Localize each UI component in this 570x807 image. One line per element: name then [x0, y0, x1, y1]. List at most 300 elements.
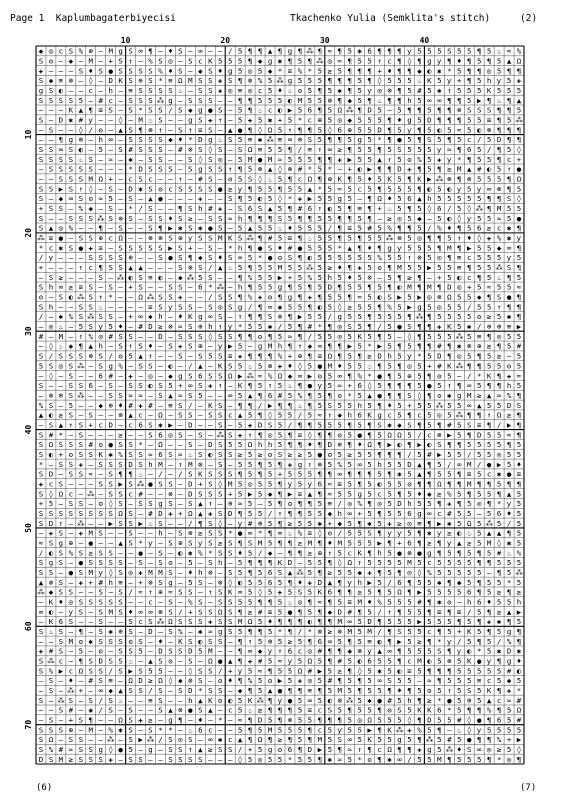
stitch-symbol: M [88, 56, 94, 66]
stitch-symbol: # [317, 646, 323, 656]
stitch-symbol: ⊕ [317, 548, 323, 558]
stitch-symbol: 6 [337, 125, 342, 135]
stitch-symbol: ∞ [208, 735, 213, 745]
stitch-symbol: 5 [387, 76, 392, 86]
stitch-symbol: ¶ [237, 607, 243, 617]
stitch-symbol: ¶ [427, 666, 432, 676]
stitch-symbol: ⊗ [287, 715, 293, 725]
stitch-symbol: S [58, 164, 64, 174]
stitch-symbol: ʘ [168, 656, 173, 666]
stitch-symbol: ◊ [317, 528, 323, 538]
stitch-symbol: 5 [367, 676, 372, 686]
stitch-symbol: g [277, 282, 283, 292]
stitch-symbol: 5 [357, 705, 362, 715]
stitch-symbol: ♨ [377, 95, 382, 105]
stitch-symbol: ¶ [347, 213, 352, 223]
stitch-symbol: ♦ [277, 243, 283, 253]
stitch-symbol: 5 [506, 86, 512, 96]
stitch-symbol: ¶ [237, 636, 243, 646]
stitch-symbol: ¶ [397, 56, 402, 66]
stitch-symbol: S [227, 302, 233, 312]
stitch-symbol: M [427, 282, 432, 292]
stitch-symbol: g [68, 135, 74, 145]
stitch-symbol: S [367, 528, 372, 538]
stitch-symbol: – [148, 528, 153, 538]
stitch-symbol: ¶ [417, 715, 422, 725]
stitch-symbol: # [178, 145, 183, 155]
stitch-symbol: ¶ [287, 685, 293, 695]
stitch-symbol: ¶ [387, 95, 392, 105]
stitch-symbol: 5 [317, 508, 323, 518]
stitch-symbol: 5 [357, 636, 362, 646]
stitch-symbol: * [158, 76, 163, 86]
stitch-symbol: ◎ [417, 233, 422, 243]
stitch-symbol: ✱ [516, 646, 522, 656]
stitch-symbol: ↑ [377, 56, 382, 66]
stitch-symbol: S [198, 145, 203, 155]
stitch-symbol: 5 [516, 617, 522, 627]
stitch-symbol: ¶ [317, 617, 323, 627]
stitch-symbol: – [198, 587, 203, 597]
stitch-symbol: K [427, 76, 432, 86]
stitch-symbol: 5 [277, 381, 283, 391]
stitch-symbol: ⊗ [257, 164, 263, 174]
stitch-symbol: ¶ [437, 105, 442, 115]
stitch-symbol: S [58, 174, 64, 184]
stitch-symbol: ≈ [138, 587, 143, 597]
stitch-symbol: / [188, 361, 193, 371]
stitch-symbol: ʘ [98, 646, 103, 656]
stitch-symbol: 5 [516, 184, 522, 194]
stitch-symbol: ⊕ [118, 626, 123, 636]
stitch-symbol: ◆ [457, 577, 462, 587]
stitch-symbol: ▲ [496, 528, 502, 538]
stitch-symbol: ¶ [437, 282, 442, 292]
stitch-symbol: ≡ [347, 597, 352, 607]
stitch-symbol: ⁂ [435, 174, 444, 184]
stitch-symbol: ↑ [158, 125, 163, 135]
stitch-symbol: c [168, 184, 173, 194]
stitch-symbol: ⊕ [178, 538, 183, 548]
stitch-symbol: ⁂ [146, 292, 155, 302]
stitch-symbol: – [48, 331, 54, 341]
stitch-symbol: ♨ [227, 263, 233, 273]
stitch-symbol: S [38, 508, 44, 518]
stitch-symbol: 5 [457, 66, 462, 76]
stitch-symbol: ◆ [198, 66, 203, 76]
stitch-symbol: S [307, 135, 313, 145]
stitch-symbol: 5 [337, 449, 342, 459]
stitch-symbol: # [128, 400, 133, 410]
stitch-symbol: ¶ [247, 125, 253, 135]
stitch-symbol: S [327, 400, 333, 410]
stitch-symbol: 5 [457, 558, 462, 568]
stitch-symbol: S [48, 154, 54, 164]
stitch-symbol: Ω [247, 440, 253, 450]
stitch-symbol: 5 [476, 263, 482, 273]
stitch-symbol: 5 [357, 125, 362, 135]
stitch-symbol: ◆ [188, 105, 193, 115]
stitch-symbol: 5 [397, 76, 402, 86]
stitch-symbol: 6 [397, 577, 402, 587]
stitch-symbol: S [168, 597, 173, 607]
stitch-symbol: 5 [466, 617, 472, 627]
stitch-symbol: S [188, 302, 193, 312]
stitch-symbol: ¶ [457, 145, 462, 155]
stitch-symbol: ¶ [267, 528, 273, 538]
stitch-symbol: 5 [496, 597, 502, 607]
stitch-symbol: S [128, 125, 133, 135]
stitch-symbol: ⁂ [156, 617, 165, 627]
stitch-symbol: 5 [307, 469, 313, 479]
stitch-symbol: S [118, 145, 123, 155]
stitch-symbol: ƴ [447, 538, 452, 548]
stitch-symbol: S [198, 617, 203, 627]
stitch-symbol: S [118, 518, 123, 528]
stitch-symbol: S [158, 558, 163, 568]
stitch-symbol: ↑ [387, 154, 392, 164]
stitch-symbol: S [138, 558, 143, 568]
stitch-symbol: – [148, 705, 153, 715]
stitch-symbol: 5 [257, 95, 263, 105]
stitch-symbol: ⊕ [198, 322, 203, 332]
stitch-symbol: S [198, 95, 203, 105]
stitch-symbol: S [188, 469, 193, 479]
stitch-symbol: ▲ [486, 390, 492, 400]
stitch-symbol: ∞ [247, 528, 253, 538]
stitch-symbol: Ω [367, 440, 372, 450]
row-number-label: 40 [24, 424, 33, 435]
stitch-symbol: ◎ [407, 361, 412, 371]
stitch-symbol: ✚ [437, 322, 442, 332]
stitch-symbol: 5 [516, 361, 522, 371]
stitch-symbol: – [98, 164, 103, 174]
stitch-symbol: ◐ [327, 204, 333, 214]
stitch-symbol: ● [486, 459, 492, 469]
stitch-symbol: S [148, 204, 153, 214]
stitch-symbol: c [387, 410, 392, 420]
stitch-symbol: ◊ [516, 194, 522, 204]
stitch-symbol: ▶ [128, 666, 133, 676]
stitch-symbol: S [48, 400, 54, 410]
stitch-symbol: ◊ [108, 567, 113, 577]
stitch-symbol: / [447, 459, 452, 469]
stitch-symbol: ✱ [357, 46, 362, 56]
stitch-symbol: 5 [357, 213, 362, 223]
stitch-symbol: * [327, 164, 333, 174]
stitch-symbol: ¶ [407, 381, 412, 391]
stitch-symbol: ¶ [447, 754, 452, 764]
stitch-symbol: – [178, 489, 183, 499]
stitch-symbol: – [58, 735, 64, 745]
stitch-symbol: 5 [466, 86, 472, 96]
stitch-symbol: 5 [516, 528, 522, 538]
stitch-symbol: c [347, 548, 352, 558]
stitch-symbol: M [58, 331, 64, 341]
stitch-symbol: ⊗ [357, 646, 362, 656]
stitch-symbol: – [148, 331, 153, 341]
stitch-symbol: ∞ [198, 46, 203, 56]
stitch-symbol: S [98, 361, 103, 371]
stitch-symbol: ♨ [267, 174, 273, 184]
stitch-symbol: ◆ [88, 204, 94, 214]
stitch-symbol: D [317, 577, 323, 587]
stitch-symbol: S [48, 420, 54, 430]
stitch-symbol: ¶ [297, 292, 303, 302]
stitch-symbol: S [168, 538, 173, 548]
stitch-symbol: ≈ [138, 390, 143, 400]
stitch-symbol: 5 [516, 538, 522, 548]
stitch-symbol: – [48, 194, 54, 204]
stitch-symbol: 5 [457, 400, 462, 410]
stitch-symbol: Ω [516, 174, 522, 184]
stitch-symbol: S [98, 676, 103, 686]
stitch-symbol: S [78, 312, 84, 322]
stitch-symbol: ¶ [437, 243, 442, 253]
stitch-symbol: ♨ [257, 105, 263, 115]
stitch-symbol: # [38, 331, 44, 341]
stitch-symbol: S [227, 194, 233, 204]
stitch-symbol: ◊ [208, 331, 213, 341]
stitch-symbol: / [188, 400, 193, 410]
stitch-symbol: – [148, 282, 153, 292]
stitch-symbol: 5 [506, 567, 512, 577]
stitch-symbol: ʘ [267, 676, 273, 686]
stitch-symbol: K [337, 174, 342, 184]
stitch-symbol: 5 [297, 754, 303, 764]
stitch-symbol: ¶ [506, 184, 512, 194]
stitch-symbol: h [516, 597, 522, 607]
stitch-symbol: 5 [307, 76, 313, 86]
stitch-symbol: ¶ [347, 86, 352, 96]
stitch-symbol: + [68, 715, 74, 725]
stitch-symbol: ≡ [457, 607, 462, 617]
stitch-symbol: ✚ [297, 676, 303, 686]
stitch-symbol: ¶ [437, 164, 442, 174]
stitch-symbol: – [48, 705, 54, 715]
stitch-symbol: ▶ [347, 341, 352, 351]
stitch-symbol: 5 [367, 479, 372, 489]
stitch-symbol: ⊗ [466, 341, 472, 351]
stitch-symbol: 5 [466, 95, 472, 105]
stitch-symbol: 5 [357, 735, 362, 745]
stitch-symbol: ¶ [437, 115, 442, 125]
stitch-symbol: ¶ [407, 685, 412, 695]
stitch-symbol: ∞ [98, 685, 103, 695]
stitch-symbol: ≈ [257, 371, 263, 381]
stitch-symbol: D [287, 558, 293, 568]
stitch-symbol: – [168, 125, 173, 135]
stitch-symbol: ¶ [247, 715, 253, 725]
stitch-symbol: S [148, 420, 153, 430]
row-number-label: 30 [24, 326, 33, 337]
stitch-symbol: ʘ [218, 695, 223, 705]
stitch-symbol: – [168, 312, 173, 322]
stitch-symbol: / [287, 420, 293, 430]
stitch-symbol: 5 [516, 351, 522, 361]
stitch-symbol: ♦ [367, 174, 372, 184]
stitch-symbol: 5 [496, 253, 502, 263]
stitch-symbol: 5 [347, 489, 352, 499]
stitch-symbol: ◎ [437, 410, 442, 420]
stitch-symbol: ƴ [367, 86, 372, 96]
stitch-symbol: – [227, 154, 233, 164]
stitch-symbol: ¶ [317, 292, 323, 302]
stitch-symbol: ¶ [317, 607, 323, 617]
stitch-symbol: / [377, 322, 382, 332]
stitch-symbol: ¶ [237, 400, 243, 410]
stitch-symbol: S [38, 626, 44, 636]
stitch-symbol: – [198, 656, 203, 666]
stitch-symbol: S [148, 95, 153, 105]
stitch-symbol: K [118, 76, 123, 86]
stitch-symbol: – [387, 105, 392, 115]
stitch-symbol: – [88, 459, 94, 469]
stitch-symbol: % [68, 223, 74, 233]
stitch-symbol: 5 [466, 223, 472, 233]
stitch-symbol: ¶ [287, 538, 293, 548]
stitch-symbol: 5 [337, 489, 342, 499]
stitch-symbol: ✱ [387, 754, 392, 764]
stitch-symbol: ʘ [437, 371, 442, 381]
stitch-symbol: / [48, 351, 54, 361]
stitch-symbol: ʘ [88, 194, 94, 204]
stitch-symbol: 5 [377, 685, 382, 695]
stitch-symbol: ≡ [407, 666, 412, 676]
stitch-symbol: ◐ [48, 410, 54, 420]
stitch-symbol: ƴ [486, 656, 492, 666]
stitch-symbol: # [447, 735, 452, 745]
stitch-symbol: S [48, 95, 54, 105]
stitch-symbol: h [377, 459, 382, 469]
stitch-symbol: c [58, 46, 64, 56]
stitch-symbol: 5 [267, 145, 273, 155]
stitch-symbol: ✱ [108, 449, 113, 459]
stitch-symbol: – [38, 597, 44, 607]
stitch-symbol: S [178, 528, 183, 538]
stitch-symbol: 5 [377, 115, 382, 125]
stitch-symbol: S [158, 685, 163, 695]
stitch-symbol: S [48, 685, 54, 695]
stitch-symbol: D [427, 715, 432, 725]
stitch-symbol: S [68, 361, 74, 371]
stitch-symbol: 5 [397, 184, 402, 194]
stitch-symbol: ⁂ [186, 272, 195, 282]
stitch-symbol: ¶ [267, 558, 273, 568]
stitch-symbol: ♦ [516, 459, 522, 469]
stitch-symbol: S [227, 538, 233, 548]
stitch-symbol: * [307, 66, 313, 76]
stitch-symbol: Ω [387, 745, 392, 754]
stitch-symbol: ✚ [506, 685, 512, 695]
stitch-symbol: h [198, 567, 203, 577]
stitch-symbol: 5 [407, 184, 412, 194]
stitch-symbol: ⁂ [216, 430, 224, 440]
stitch-symbol: 5 [327, 459, 333, 469]
stitch-symbol: S [98, 636, 103, 646]
stitch-symbol: M [417, 656, 422, 666]
stitch-symbol: ◎ [437, 302, 442, 312]
stitch-symbol: 5 [466, 125, 472, 135]
stitch-symbol: g [417, 508, 422, 518]
stitch-symbol: ≈ [277, 656, 283, 666]
stitch-symbol: S [38, 440, 44, 450]
stitch-symbol: ⁂ [97, 213, 105, 223]
stitch-symbol: ≡ [457, 263, 462, 273]
stitch-symbol: ≡ [337, 479, 342, 489]
stitch-symbol: ◐ [307, 617, 313, 627]
stitch-symbol: S [88, 558, 94, 568]
stitch-symbol: ʘ [437, 390, 442, 400]
stitch-symbol: ¶ [367, 469, 372, 479]
stitch-symbol: S [188, 154, 193, 164]
stitch-symbol: S [58, 351, 64, 361]
stitch-symbol: 5 [496, 725, 502, 735]
stitch-symbol: 5 [297, 282, 303, 292]
stitch-symbol: ● [237, 125, 243, 135]
stitch-symbol: ▶ [516, 322, 522, 332]
stitch-symbol: ≡ [237, 86, 243, 96]
stitch-symbol: ✚ [287, 459, 293, 469]
stitch-symbol: 5 [307, 587, 313, 597]
stitch-symbol: ∞ [237, 253, 243, 263]
stitch-symbol: 5 [237, 459, 243, 469]
stitch-symbol: ◊ [277, 194, 283, 204]
stitch-symbol: ¶ [287, 548, 293, 558]
stitch-symbol: 6 [367, 46, 372, 56]
stitch-symbol: 5 [367, 705, 372, 715]
stitch-symbol: 5 [476, 213, 482, 223]
stitch-symbol: S [227, 597, 233, 607]
stitch-symbol: g [237, 302, 243, 312]
stitch-symbol: ⊕ [128, 253, 133, 263]
stitch-symbol: 5 [457, 676, 462, 686]
stitch-symbol: 6 [317, 636, 323, 646]
stitch-symbol: ✱ [198, 626, 203, 636]
stitch-symbol: ∞ [148, 607, 153, 617]
stitch-symbol: ʘ [506, 361, 512, 371]
stitch-symbol: ✱ [148, 312, 153, 322]
stitch-symbol: S [138, 754, 143, 764]
stitch-symbol: ◊ [168, 676, 173, 686]
stitch-symbol: 5 [287, 676, 293, 686]
stitch-symbol: S [88, 322, 94, 332]
stitch-symbol: ▲ [227, 125, 233, 135]
stitch-symbol: M [267, 341, 273, 351]
stitch-symbol: ◎ [437, 253, 442, 263]
stitch-symbol: 5 [427, 125, 432, 135]
stitch-symbol: – [178, 164, 183, 174]
stitch-symbol: ♦ [118, 400, 123, 410]
stitch-symbol: – [88, 685, 94, 695]
stitch-symbol: ʘ [407, 154, 412, 164]
stitch-symbol: 5 [297, 705, 303, 715]
stitch-symbol: Ω [138, 292, 143, 302]
stitch-symbol: ¶ [466, 66, 472, 76]
stitch-symbol: ¶ [516, 302, 522, 312]
stitch-symbol: # [516, 715, 522, 725]
stitch-symbol: – [108, 145, 113, 155]
stitch-symbol: S [118, 499, 123, 509]
stitch-symbol: S [208, 184, 213, 194]
stitch-symbol: ¶ [277, 184, 283, 194]
stitch-symbol: ♨ [58, 341, 64, 351]
stitch-symbol: + [108, 56, 113, 66]
stitch-symbol: h [357, 400, 362, 410]
stitch-symbol: 5 [377, 430, 382, 440]
stitch-symbol: ≥ [237, 449, 243, 459]
stitch-symbol: 5 [506, 213, 512, 223]
